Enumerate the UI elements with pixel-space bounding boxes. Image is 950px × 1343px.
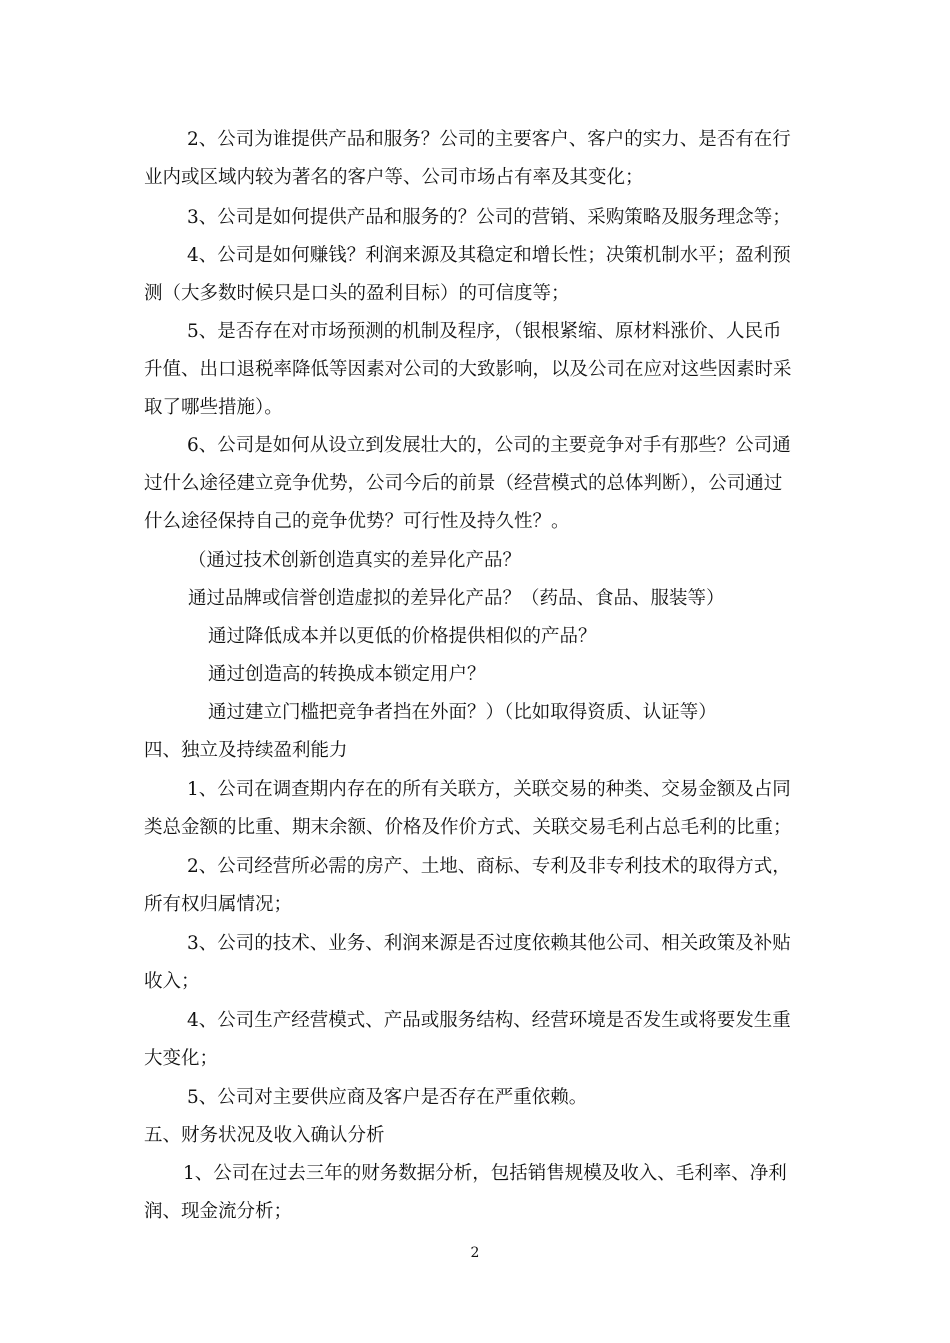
page-number: 2 xyxy=(470,1245,480,1261)
s4-para-4-line-1: 4、公司生产经营模式、产品或服务结构、经营环境是否发生或将要发生重 xyxy=(187,1010,791,1031)
para-6-line-1: 6、公司是如何从设立到发展壮大的，公司的主要竞争对手有那些？公司通 xyxy=(187,435,791,456)
para-2-line-2: 业内或区域内较为著名的客户等、公司市场占有率及其变化； xyxy=(144,167,644,188)
para-5-line-2: 升值、出口退税率降低等因素对公司的大致影响，以及公司在应对这些因素时采 xyxy=(144,359,792,380)
sub-item-5: 通过建立门槛把竞争者挡在外面？）（比如取得资质、认证等） xyxy=(208,702,717,723)
s4-para-2-line-2: 所有权归属情况； xyxy=(144,894,293,915)
s4-para-1-line-1: 1、公司在调查期内存在的所有关联方，关联交易的种类、交易金额及占同 xyxy=(187,779,791,800)
para-4-line-2: 测（大多数时候只是口头的盈利目标）的可信度等； xyxy=(144,283,570,304)
para-5-line-1: 5、是否存在对市场预测的机制及程序，（银根紧缩、原材料涨价、人民币 xyxy=(187,321,782,342)
para-5-line-3: 取了哪些措施）。 xyxy=(144,397,283,418)
sub-item-3: 通过降低成本并以更低的价格提供相似的产品？ xyxy=(208,626,597,647)
para-6-line-3: 什么途径保持自己的竞争优势？可行性及持久性？。 xyxy=(144,511,570,532)
para-6-line-2: 过什么途径建立竞争优势，公司今后的前景（经营模式的总体判断），公司通过 xyxy=(144,473,783,494)
para-4-line-1: 4、公司是如何赚钱？利润来源及其稳定和增长性；决策机制水平；盈利预 xyxy=(187,245,791,266)
s4-para-3-line-2: 收入； xyxy=(144,971,200,992)
para-3-line-1: 3、公司是如何提供产品和服务的？公司的营销、采购策略及服务理念等； xyxy=(187,207,791,228)
s4-para-2-line-1: 2、公司经营所必需的房产、土地、商标、专利及非专利技术的取得方式， xyxy=(187,856,791,877)
s4-para-5-line-1: 5、公司对主要供应商及客户是否存在严重依赖。 xyxy=(187,1087,588,1108)
sub-item-2: 通过品牌或信誉创造虚拟的差异化产品？（药品、食品、服装等） xyxy=(188,588,725,609)
section-heading-5: 五、财务状况及收入确认分析 xyxy=(144,1125,385,1146)
sub-item-1: （通过技术创新创造真实的差异化产品？ xyxy=(188,550,522,571)
s4-para-3-line-1: 3、公司的技术、业务、利润来源是否过度依赖其他公司、相关政策及补贴 xyxy=(187,933,791,954)
sub-item-4: 通过创造高的转换成本锁定用户？ xyxy=(208,664,486,685)
s4-para-1-line-2: 类总金额的比重、期末余额、价格及作价方式、关联交易毛利占总毛利的比重； xyxy=(144,817,792,838)
para-2-line-1: 2、公司为谁提供产品和服务？公司的主要客户、客户的实力、是否有在行 xyxy=(187,129,791,150)
section-heading-4: 四、独立及持续盈利能力 xyxy=(144,740,348,761)
s5-para-1-line-1: 1、公司在过去三年的财务数据分析，包括销售规模及收入、毛利率、净利 xyxy=(183,1163,787,1184)
s4-para-4-line-2: 大变化； xyxy=(144,1048,219,1069)
s5-para-1-line-2: 润、现金流分析； xyxy=(144,1201,293,1222)
